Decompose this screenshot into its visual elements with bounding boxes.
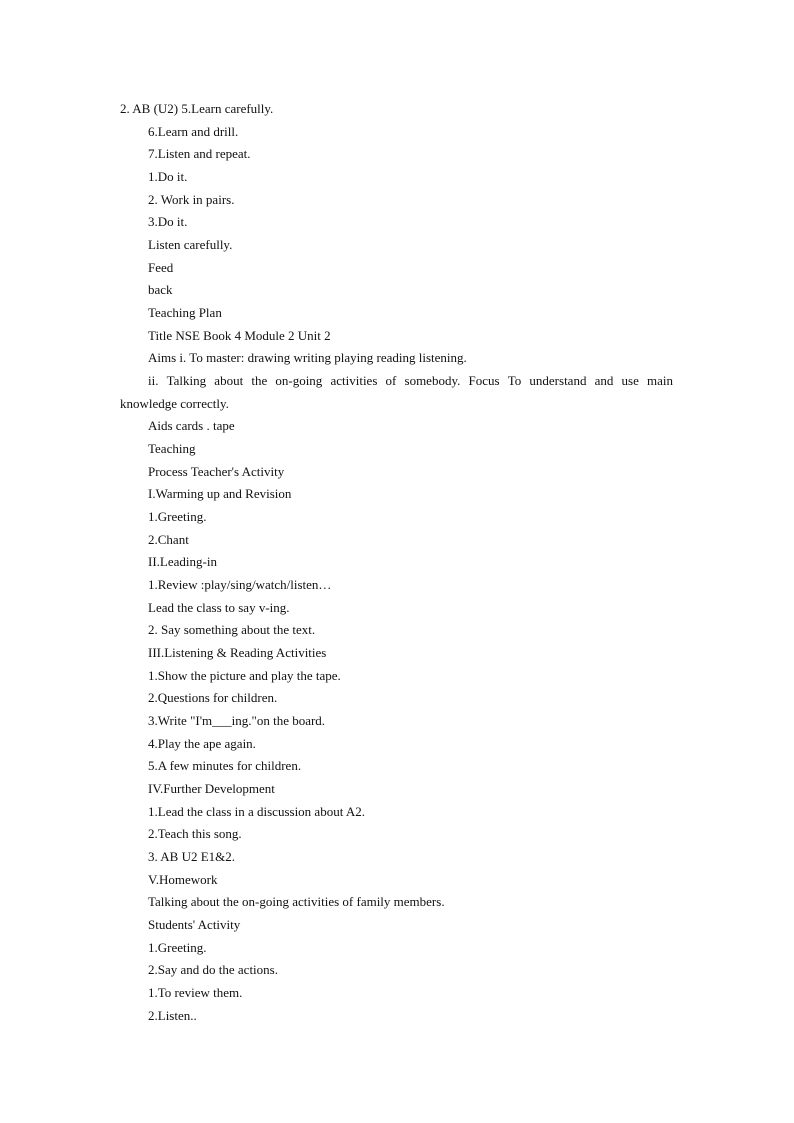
text-line: 1.To review them. <box>148 985 243 1000</box>
text-line: 2.Chant <box>148 532 189 547</box>
text-line: Feed <box>148 260 174 275</box>
text-line: Students' Activity <box>148 917 241 932</box>
text-line: Talking about the on-going activities of family members. <box>148 894 445 909</box>
text-line: 3.Do it. <box>148 214 188 229</box>
text-line: 3. AB U2 E1&2. <box>148 849 236 864</box>
word: main <box>647 373 673 388</box>
text-line: Lead the class to say v-ing. <box>148 600 290 615</box>
text-line: Teaching Plan <box>148 305 222 320</box>
word: Focus <box>468 373 500 388</box>
text-line: 3.Write "I'm___ing."on the board. <box>148 713 326 728</box>
text-line: 2.Listen.. <box>148 1008 197 1023</box>
text-line: III.Listening & Reading Activities <box>148 645 327 660</box>
text-line: 1.Review :play/sing/watch/listen… <box>148 577 332 592</box>
text-line: 1.Lead the class in a discussion about A2. <box>148 804 365 819</box>
text-line: 2.Questions for children. <box>148 690 278 705</box>
word: To <box>507 373 522 388</box>
text-line: Process Teacher's Activity <box>148 464 285 479</box>
text-line: 1.Greeting. <box>148 509 207 524</box>
word: ii. <box>148 373 159 388</box>
text-line: Listen carefully. <box>148 237 233 252</box>
word: and <box>594 373 614 388</box>
word: somebody. <box>404 373 461 388</box>
text-line: V.Homework <box>148 872 218 887</box>
text-line: knowledge correctly. <box>120 396 229 411</box>
text-line: Title NSE Book 4 Module 2 Unit 2 <box>148 328 331 343</box>
text-line: 1.Do it. <box>148 169 188 184</box>
text-line: 2. Say something about the text. <box>148 622 316 637</box>
text-line: 4.Play the ape again. <box>148 736 256 751</box>
word: of <box>385 373 397 388</box>
text-line: 2.Teach this song. <box>148 826 242 841</box>
text-line: Teaching <box>148 441 196 456</box>
text-line: 2. Work in pairs. <box>148 192 235 207</box>
word: use <box>621 373 639 388</box>
text-line: 1.Show the picture and play the tape. <box>148 668 341 683</box>
text-line: 5.A few minutes for children. <box>148 758 302 773</box>
text-line: 1.Greeting. <box>148 940 207 955</box>
word: about <box>214 373 244 388</box>
text-line: IV.Further Development <box>148 781 275 796</box>
text-line: 2. AB (U2) 5.Learn carefully. <box>120 101 274 116</box>
text-line: I.Warming up and Revision <box>148 486 292 501</box>
text-line: II.Leading-in <box>148 554 217 569</box>
text-line: back <box>148 282 173 297</box>
justified-text-line <box>148 373 673 389</box>
text-line: Aids cards . tape <box>148 418 235 433</box>
word: the <box>251 373 268 388</box>
text-line: 2.Say and do the actions. <box>148 962 278 977</box>
text-line: 7.Listen and repeat. <box>148 146 251 161</box>
word: activities <box>330 373 378 388</box>
word: Talking <box>166 373 207 388</box>
text-line: 6.Learn and drill. <box>148 124 239 139</box>
text-line: Aims i. To master: drawing writing playing reading listening. <box>148 350 467 365</box>
word: on-going <box>275 373 323 388</box>
word: understand <box>529 373 587 388</box>
